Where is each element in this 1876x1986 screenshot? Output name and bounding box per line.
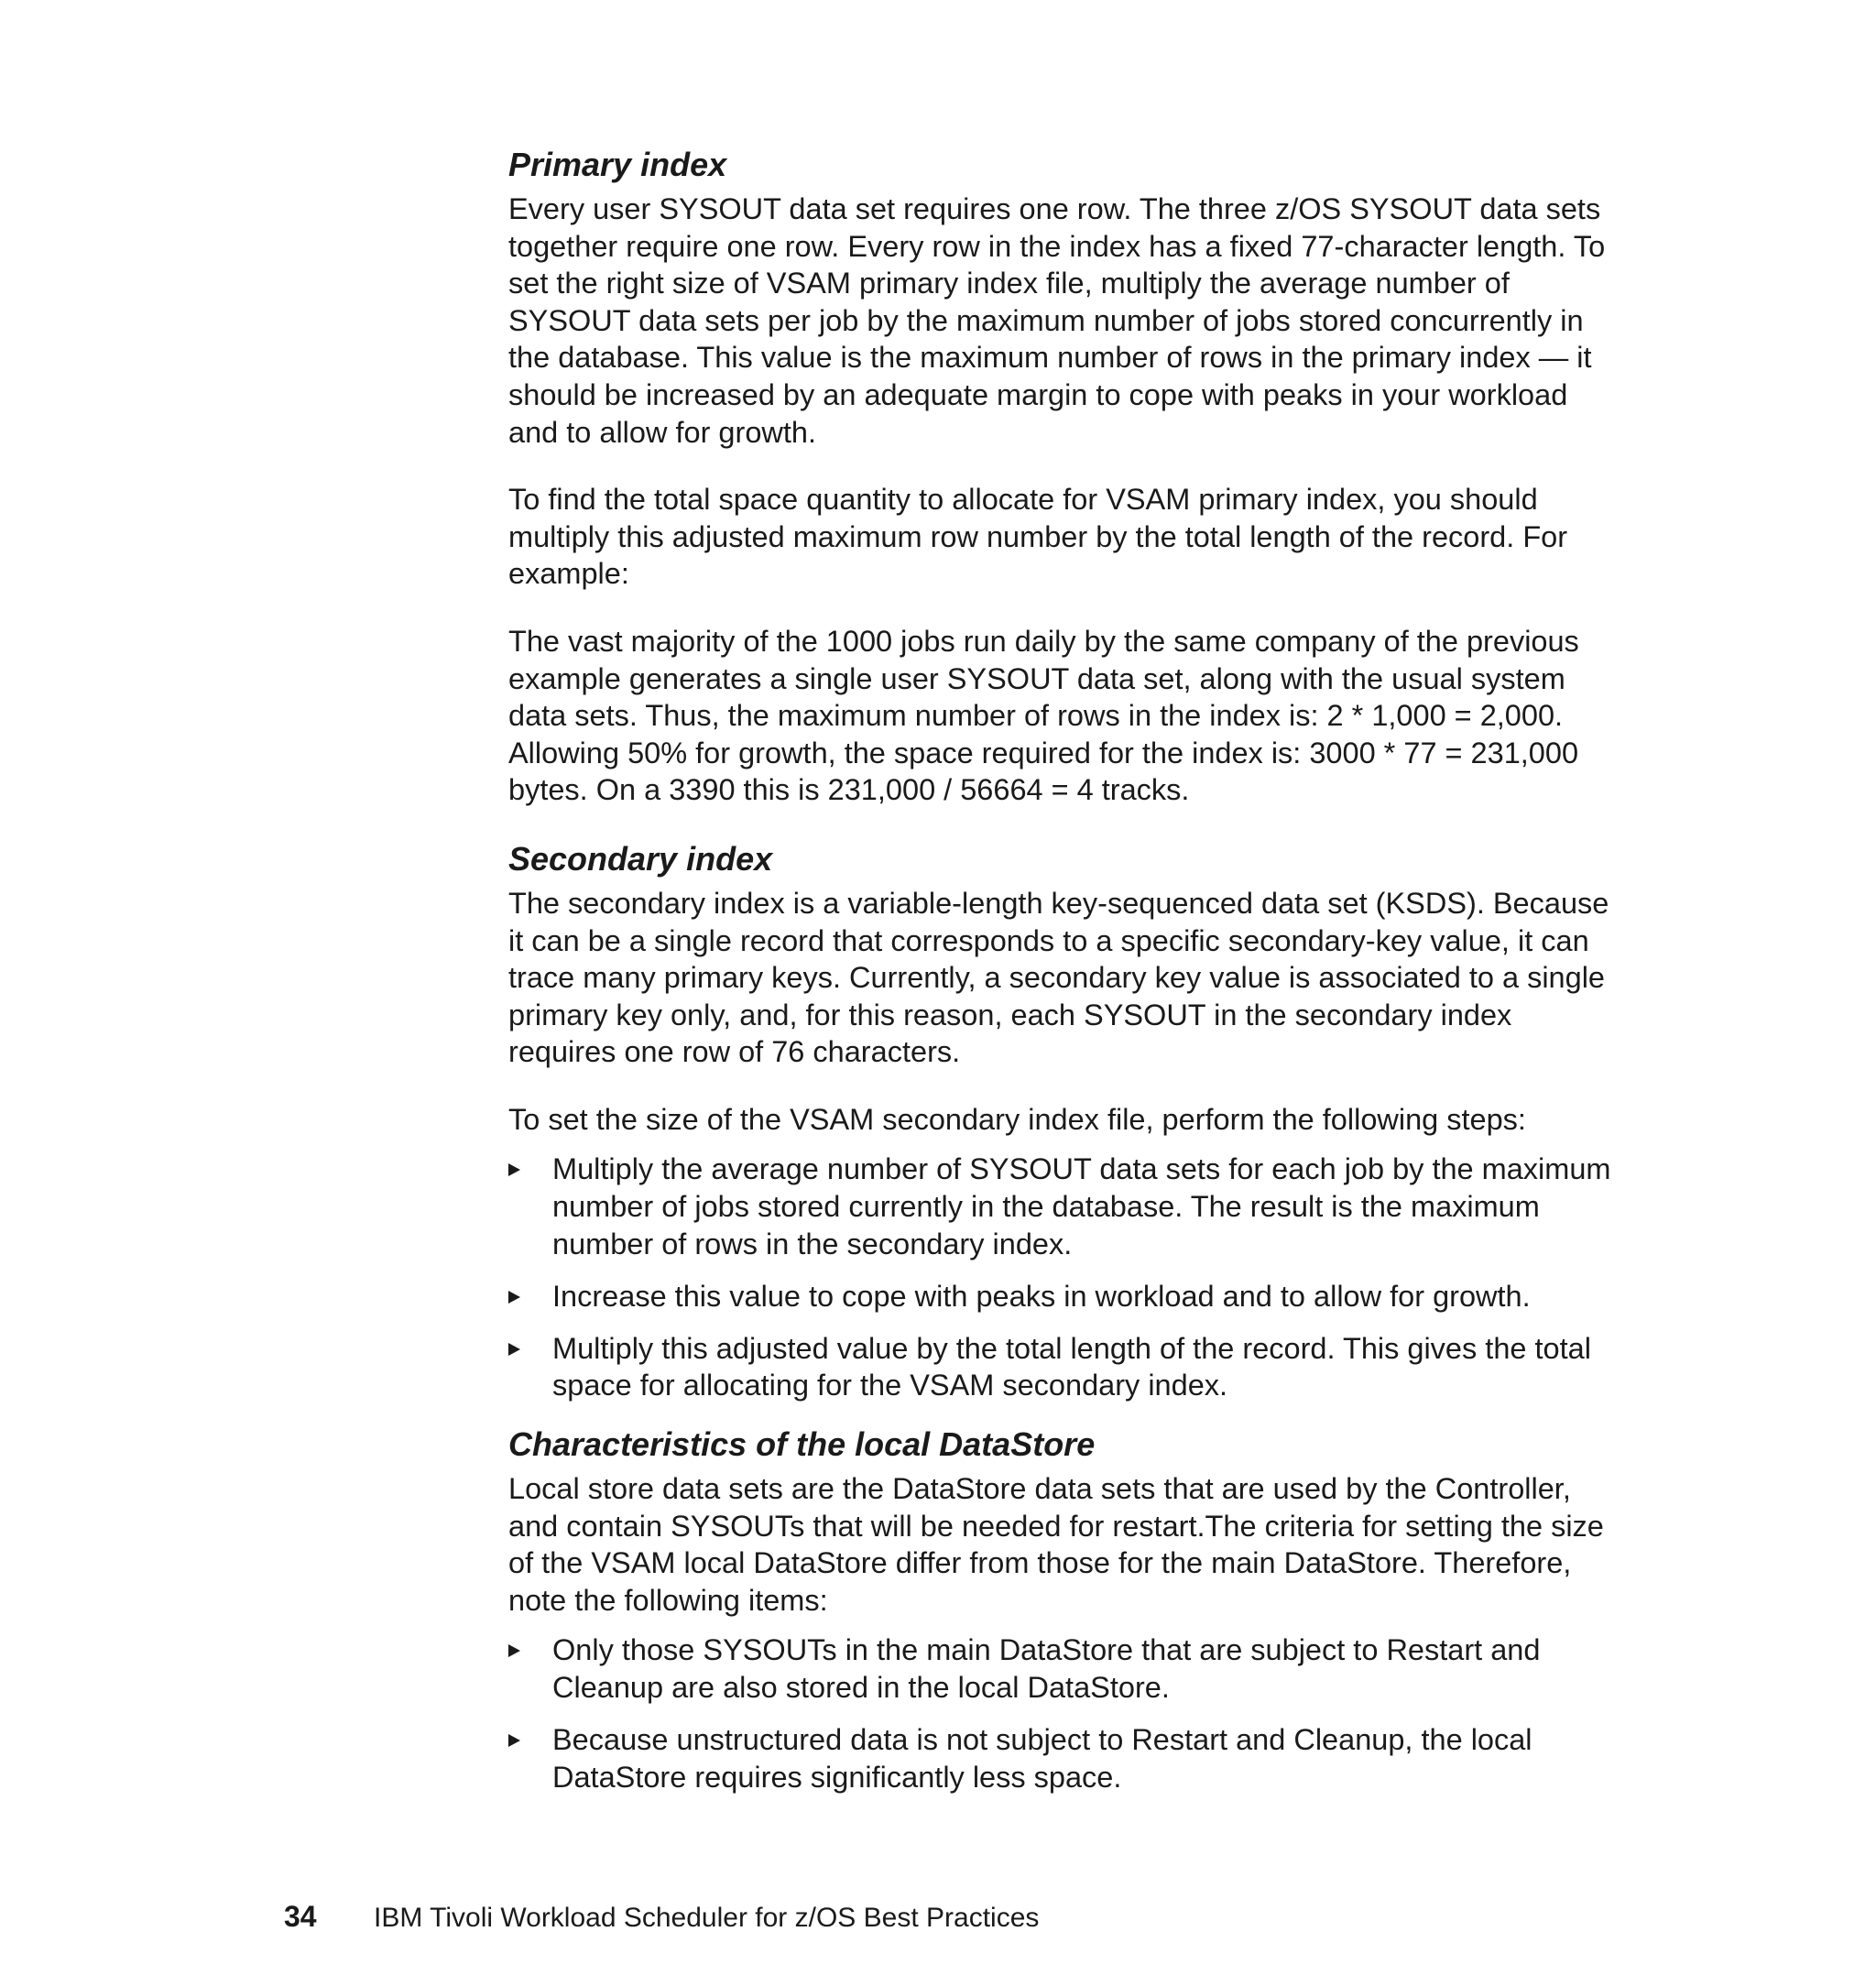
section-local-datastore [508,1424,1612,1795]
paragraph: The secondary index is a variable-length key-sequenced data set (KSDS). Because it can be a single record that corresponds to a specific secondary-key value, it can trace many primary keys. Currently, a secondary key value is associated to a single primary key only, and, for this reason, each SYSOUT in the secondary index requires one row of 76 characters. [508,886,1609,1069]
list-item [508,1151,1612,1262]
bullet-arrow-icon [508,1163,520,1176]
bullet-arrow-icon [508,1644,520,1657]
paragraph: To find the total space quantity to allocate for VSAM primary index, you should multiply this adjusted maximum row number by the total length of the record. For example: [508,483,1568,591]
heading-local-datastore: Characteristics of the local DataStore [508,1425,1096,1464]
list-item [508,1278,1612,1315]
bullet-list [508,1151,1612,1404]
paragraph: Every user SYSOUT data set requires one row. The three z/OS SYSOUT data sets together require one row. Every row in the index has a fixed 77-character length. To set the right size of VSAM primary index file, multiply the average number of SYSOUT data sets per job by the maximum number of jobs stored concurrently in the database. This value is the maximum number of rows in the primary index — it should be increased by an adequate margin to cope with peaks in your workload and to allow for growth. [508,192,1606,449]
bullet-list [508,1631,1612,1795]
bullet-arrow-icon [508,1734,520,1747]
list-item [508,1631,1612,1706]
heading-primary-index: Primary index [508,146,727,183]
list-item-text: Only those SYSOUTs in the main DataStore that are subject to Restart and Cleanup are also stored in the local DataStore. [552,1633,1541,1704]
bullet-arrow-icon [508,1343,520,1356]
page-number: 34 [284,1900,317,1933]
section-secondary-index [508,839,1612,1404]
page-body [508,145,1612,1816]
list-item-text: Multiply this adjusted value by the total length of the record. This gives the total space for allocating for the VSAM secondary index. [552,1331,1591,1402]
paragraph: Local store data sets are the DataStore data sets that are used by the Controller, and contain SYSOUTs that will be needed for restart.The criteria for setting the size of the VSAM local DataStore differ from those for the main DataStore. Therefore, note the following items: [508,1472,1604,1617]
section-primary-index [508,145,1612,809]
heading-secondary-index: Secondary index [508,839,773,878]
book-title: IBM Tivoli Workload Scheduler for z/OS Best Practices [374,1903,1040,1933]
list-item-text: Increase this value to cope with peaks in workload and to allow for growth. [552,1279,1531,1313]
list-item [508,1721,1612,1795]
paragraph: The vast majority of the 1000 jobs run daily by the same company of the previous example generates a single user SYSOUT data set, along with the usual system data sets. Thus, the maximum number of rows in the index is: 2 * 1,000 = 2,000. Allowing 50% for growth, the space required for the index is: 3000 * 77 = 231,000 bytes. On a 3390 this is 231,000 / 56664 = 4 tracks. [508,624,1579,807]
paragraph: To set the size of the VSAM secondary index file, perform the following steps: [508,1102,1526,1136]
list-item [508,1330,1612,1404]
list-item-text: Multiply the average number of SYSOUT data sets for each job by the maximum number of jobs stored currently in the database. The result is the maximum number of rows in the secondary index. [552,1152,1611,1260]
bullet-arrow-icon [508,1291,520,1304]
list-item-text: Because unstructured data is not subject to Restart and Cleanup, the local DataStore requires significantly less space. [552,1723,1532,1794]
page-footer [284,1900,1039,1935]
